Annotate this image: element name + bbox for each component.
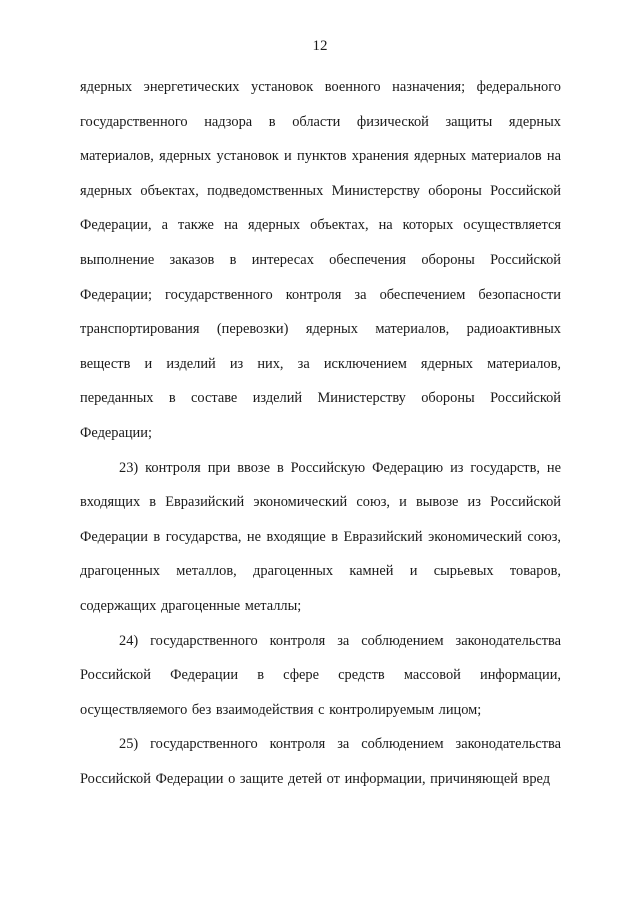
paragraph-continuation: ядерных энергетических установок военного назначения; федерального государственного надзора в области физической защиты ядерных материалов, ядерных установок и пунктов хранения ядерных материалов на ядерных объектах, подведомственных Министерству обороны Российской Федерации, а также на ядерных объектах, на которых осуществляется выполнение заказов в интересах обеспечения обороны Российской Федерации; государственного контроля за обеспечением безопасности транспортирования (перевозки) ядерных материалов, радиоактивных веществ и изделий из них, за исключением ядерных материалов, переданных в составе изделий Министерству обороны Российской Федерации; <box>80 79 561 441</box>
document-body <box>80 70 561 796</box>
paragraph-item-23: 23) контроля при ввозе в Российскую Федерацию из государств, не входящих в Евразийский экономический союз, и вывозе из Российской Федерации в государства, не входящие в Евразийский экономический союз, драгоценных металлов, драгоценных камней и сырьевых товаров, содержащих драгоценные металлы; <box>80 459 561 614</box>
page-number: 12 <box>312 38 328 54</box>
paragraph-item-24: 24) государственного контроля за соблюдением законодательства Российской Федерации в сфере средств массовой информации, осуществляемого без взаимодействия с контролируемым лицом; <box>80 632 561 718</box>
paragraph-item-25: 25) государственного контроля за соблюдением законодательства Российской Федерации о защите детей от информации, причиняющей вред <box>80 736 561 787</box>
